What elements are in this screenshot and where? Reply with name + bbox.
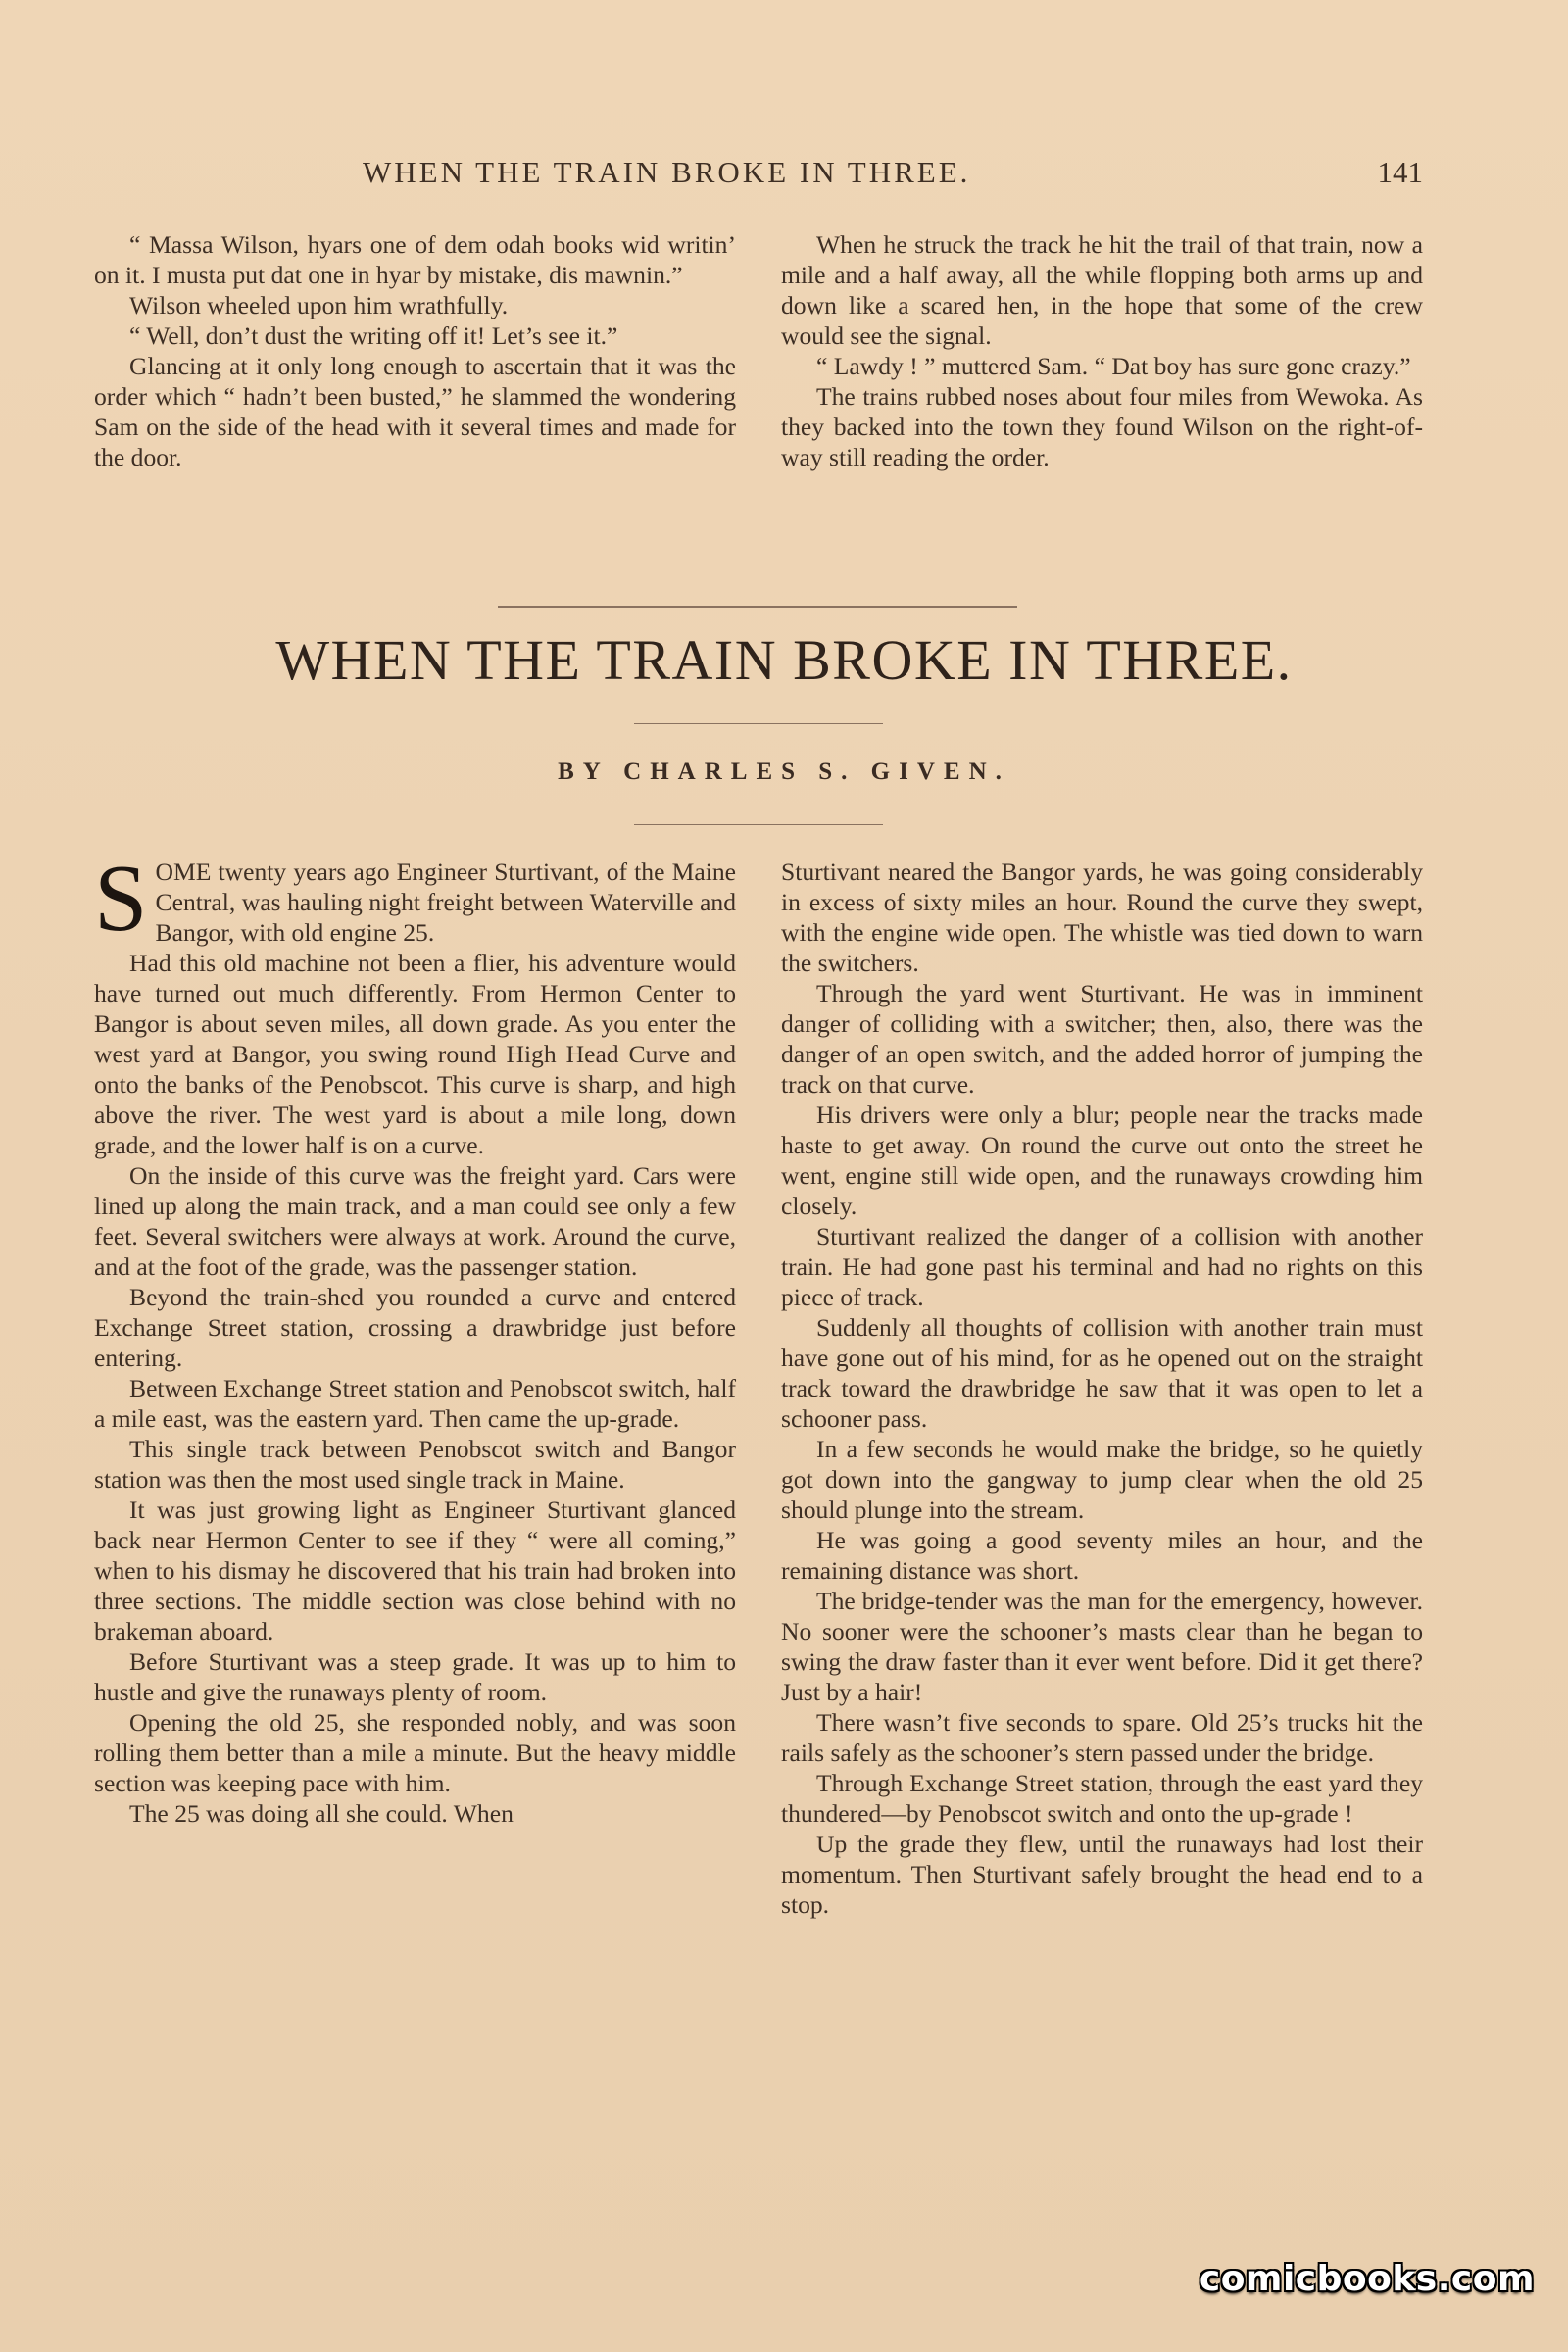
paragraph: This single track between Penobscot switch and Bangor station was then the most used single track in Maine. [94,1435,736,1494]
paragraph: Before Sturtivant was a steep grade. It was up to him to hustle and give the runaways plenty of room. [94,1647,736,1706]
paragraph: In a few seconds he would make the bridge, so he quietly got down into the gangway to jump clear when the old 25 should plunge into the stream. [781,1435,1423,1524]
paragraph: Through the yard went Sturtivant. He was in imminent danger of colliding with a switcher; then, also, there was the danger of an open switch, and the added horror of jumping the track on that curve. [781,979,1423,1099]
paragraph: When he struck the track he hit the trail of that train, now a mile and a half away, all the while flopping both arms up and down like a scared hen, in the hope that some of the crew would see the signal. [781,230,1423,350]
paragraph: Suddenly all thoughts of collision with another train must have gone out of his mind, for as he opened out on the straight track toward the drawbridge he saw that it was open to let a schooner pass. [781,1313,1423,1433]
paragraph: The bridge-tender was the man for the emergency, however. No sooner were the schooner’s masts clear than he began to swing the draw faster than it ever went before. Did it get there? Just by a hair! [781,1587,1423,1706]
paragraph: Wilson wheeled upon him wrathfully. [129,291,509,319]
paragraph: Opening the old 25, she responded nobly, and was soon rolling them better than a mile a minute. But the heavy middle section was keeping pace with him. [94,1708,736,1797]
running-title: WHEN THE TRAIN BROKE IN THREE. [363,155,971,189]
paragraph: The trains rubbed noses about four miles from Wewoka. As they backed into the town they found Wilson on the right-of-way still reading the order. [781,382,1423,471]
paragraph: On the inside of this curve was the freight yard. Cars were lined up along the main track, and a man could see only a few feet. Several switchers were always at work. Around the curve, and at the foot of the grade, was the passenger station. [94,1161,736,1281]
paragraph: Sturtivant neared the Bangor yards, he was going considerably in excess of sixty miles an hour. Round the curve they swept, with the engine wide open. The whistle was tied down to warn the switchers. [781,858,1423,977]
article-byline: BY CHARLES S. GIVEN. [558,759,1010,785]
opening-text: OME twenty years ago Engineer Sturtivant, of the Maine Central, was hauling night freight between Waterville and Bangor, with old engine 25. [155,858,736,947]
section-divider [498,606,1017,608]
paragraph: It was just growing light as Engineer Sturtivant glanced back near Hermon Center to see if they “ were all coming,” when to his dismay he discovered that his train had broken into three sections. The middle section was close behind with no brakeman aboard. [94,1495,736,1645]
byline-underline [634,824,883,825]
paragraph: Had this old machine not been a flier, his adventure would have turned out much differently. From Hermon Center to Bangor is about seven miles, all down grade. As you enter the west yard at Bangor, you swing round High Head Curve and onto the banks of the Penobscot. This curve is sharp, and high above the river. The west yard is about a mile long, down grade, and the lower half is on a curve. [94,949,736,1159]
paragraph: Sturtivant realized the danger of a collision with another train. He had gone past his terminal and had no rights on this piece of track. [781,1222,1423,1311]
continued-story-left-column [94,229,736,472]
paragraph: He was going a good seventy miles an hour, and the remaining distance was short. [781,1526,1423,1585]
paragraph: His drivers were only a blur; people near the tracks made haste to get away. On round the curve out onto the street he went, engine still wide open, and the runaways crowding him closely. [781,1101,1423,1220]
site-watermark: comicbooks.com [1199,2259,1535,2299]
running-header [323,155,1431,194]
paragraph: Glancing at it only long enough to ascertain that it was the order which “ hadn’t been busted,” he slammed the wondering Sam on the side of the head with it several times and made for the door. [94,352,736,471]
continued-story-right-column [781,229,1423,472]
paragraph: “ Massa Wilson, hyars one of dem odah books wid writin’ on it. I musta put dat one in hyar by mistake, dis mawnin.” [94,230,736,289]
paragraph: Beyond the train-shed you rounded a curve and entered Exchange Street station, crossing a drawbridge just before entering. [94,1283,736,1372]
paragraph: Up the grade they flew, until the runaways had lost their momentum. Then Sturtivant safely brought the head end to a stop. [781,1830,1423,1919]
article-right-column [781,857,1423,1920]
paragraph: Through Exchange Street station, through the east yard they thundered—by Penobscot switch and onto the up-grade ! [781,1769,1423,1828]
paragraph: There wasn’t five seconds to spare. Old 25’s trucks hit the rails safely as the schooner’s stern passed under the bridge. [781,1708,1423,1767]
article-left-column [94,846,736,1829]
paragraph: Between Exchange Street station and Penobscot switch, half a mile east, was the eastern yard. Then came the up-grade. [94,1374,736,1433]
paragraph: The 25 was doing all she could. When [129,1799,514,1828]
drop-cap: S [94,846,148,952]
paragraph: “ Well, don’t dust the writing off it! Let’s see it.” [129,321,618,350]
paragraph: “ Lawdy ! ” muttered Sam. “ Dat boy has sure gone crazy.” [816,352,1411,380]
article-title: WHEN THE TRAIN BROKE IN THREE. [275,628,1293,692]
title-underline [634,723,883,724]
opening-paragraph [94,846,736,952]
page-number: 141 [1377,155,1423,189]
